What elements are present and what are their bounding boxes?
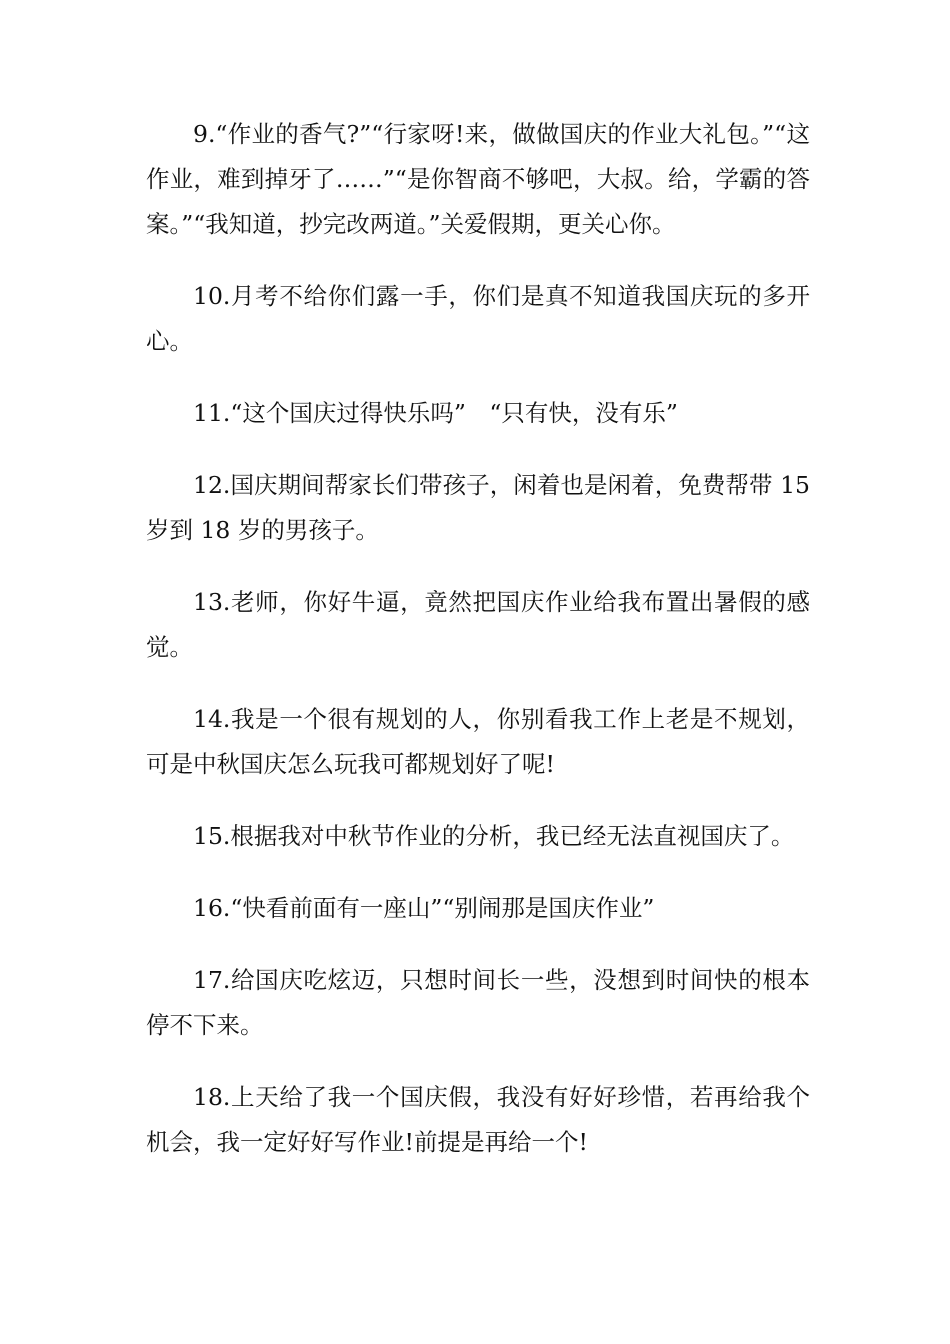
paragraph-12: 12.国庆期间帮家长们带孩子，闲着也是闲着，免费帮带 15 岁到 18 岁的男孩子。 — [146, 471, 810, 544]
paragraph-16: 16.“快看前面有一座山”“别闹那是国庆作业” — [193, 894, 655, 922]
paragraph-9: 9.“作业的香气?”“行家呀!来，做做国庆的作业大礼包。”“这作业，难到掉牙了……”“是你智商不够吧，大叔。给，学霸的答案。”“我知道，抄完改两道。”关爱假期，更关心你。 — [146, 120, 810, 238]
paragraph-11: 11.“这个国庆过得快乐吗” “只有快，没有乐” — [193, 399, 678, 427]
paragraph-14: 14.我是一个很有规划的人，你别看我工作上老是不规划，可是中秋国庆怎么玩我可都规划好了呢! — [146, 705, 810, 778]
paragraph-10: 10.月考不给你们露一手，你们是真不知道我国庆玩的多开心。 — [146, 282, 810, 355]
document-body — [146, 112, 810, 1192]
paragraph-18: 18.上天给了我一个国庆假，我没有好好珍惜，若再给我个机会，我一定好好写作业!前提是再给一个! — [146, 1083, 810, 1156]
paragraph-13: 13.老师，你好牛逼，竟然把国庆作业给我布置出暑假的感觉。 — [146, 588, 810, 661]
paragraph-15: 15.根据我对中秋节作业的分析，我已经无法直视国庆了。 — [193, 822, 795, 850]
paragraph-17: 17.给国庆吃炫迈，只想时间长一些，没想到时间快的根本停不下来。 — [146, 966, 810, 1039]
